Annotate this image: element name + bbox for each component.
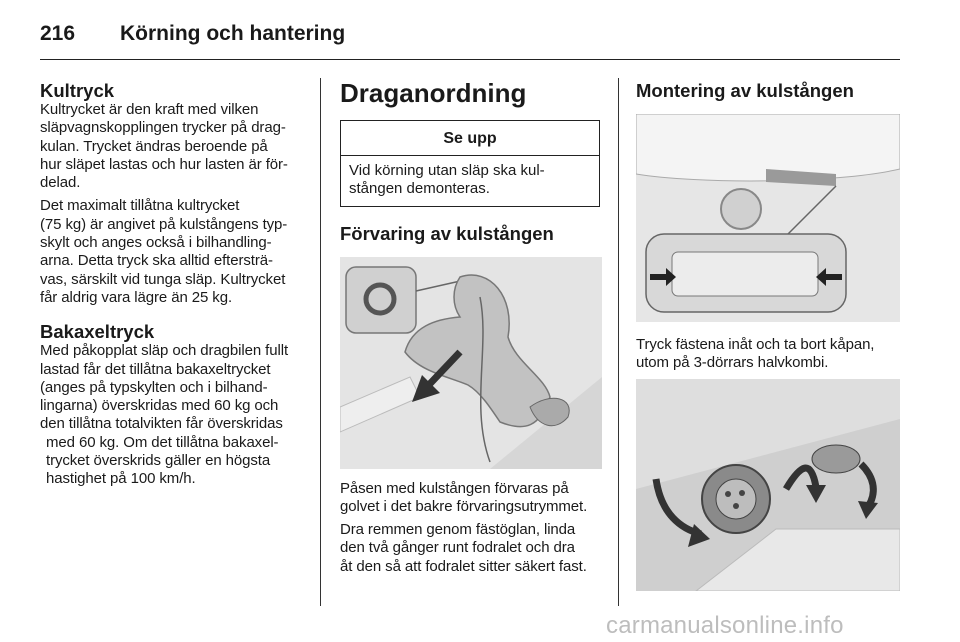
- socket-drawing: [636, 379, 900, 591]
- kultryck-paragraph-2: Det maximalt tillåtna kultrycket (75 kg) är angivet på kulstångens typ- skylt och anges också i bilhandling- arna. Detta tryck ska alltid eftersträ- vas, särskilt vid tunga släp. Kultrycket får aldrig vara lägre än 25 kg.: [40, 197, 288, 306]
- kultryck-paragraph-1: Kultrycket är den kraft med vilken släpvagnskopplingen trycker på drag- kulan. Trycket ändras beroende på hur släpet lastas och hur lasten är för- delad.: [40, 101, 288, 192]
- column-right: [636, 80, 900, 602]
- watermark: carmanualsonline.info: [606, 612, 844, 639]
- towbar-storage-illustration: [340, 257, 602, 469]
- caution-title: Se upp: [341, 121, 599, 156]
- bakaxeltryck-heading: Bakaxeltryck: [40, 321, 155, 343]
- towbar-bag-drawing: [340, 257, 602, 469]
- bakaxeltryck-paragraph-a: Med påkopplat släp och dragbilen fullt lastad får det tillåtna bakaxeltrycket (anges på typskylten och i bilhand- lingarna) överskridas med 60 kg och den tillåtna totalvikten får överskridas: [40, 342, 289, 433]
- storage-heading: Förvaring av kulstången: [340, 222, 554, 244]
- storage-caption-2: Dra remmen genom fästöglan, linda den två gånger runt fodralet och dra åt den så att fodralet sitter säkert fast.: [340, 521, 587, 575]
- bumper-cover-illustration: [636, 114, 900, 322]
- mount-heading: Montering av kulstången: [636, 80, 854, 101]
- column-left: [40, 80, 306, 494]
- kultryck-heading: Kultryck: [40, 80, 115, 101]
- socket-illustration: [636, 379, 900, 591]
- bumper-cover-drawing: [636, 114, 900, 322]
- column-middle: [340, 80, 602, 581]
- column-divider-1: [320, 78, 321, 606]
- column-divider-2: [618, 78, 619, 606]
- page-number: 216: [40, 22, 76, 45]
- mount-caption: Tryck fästena inåt och ta bort kåpan, utom på 3-dörrars halvkombi.: [636, 336, 875, 372]
- page-header: [40, 18, 900, 58]
- chapter-title: Körning och hantering: [120, 22, 346, 45]
- caution-box: [340, 120, 600, 207]
- bakaxeltryck-paragraph-b: med 60 kg. Om det tillåtna bakaxel- trycket överskrids gäller en högsta hastighet på 100 km/h.: [46, 433, 279, 488]
- section-title: Draganordning: [340, 78, 527, 108]
- header-divider: [40, 59, 900, 60]
- caution-text: Vid körning utan släp ska kul- stången demonteras.: [349, 162, 545, 198]
- storage-caption-1: Påsen med kulstången förvaras på golvet i det bakre förvaringsutrymmet.: [340, 479, 588, 515]
